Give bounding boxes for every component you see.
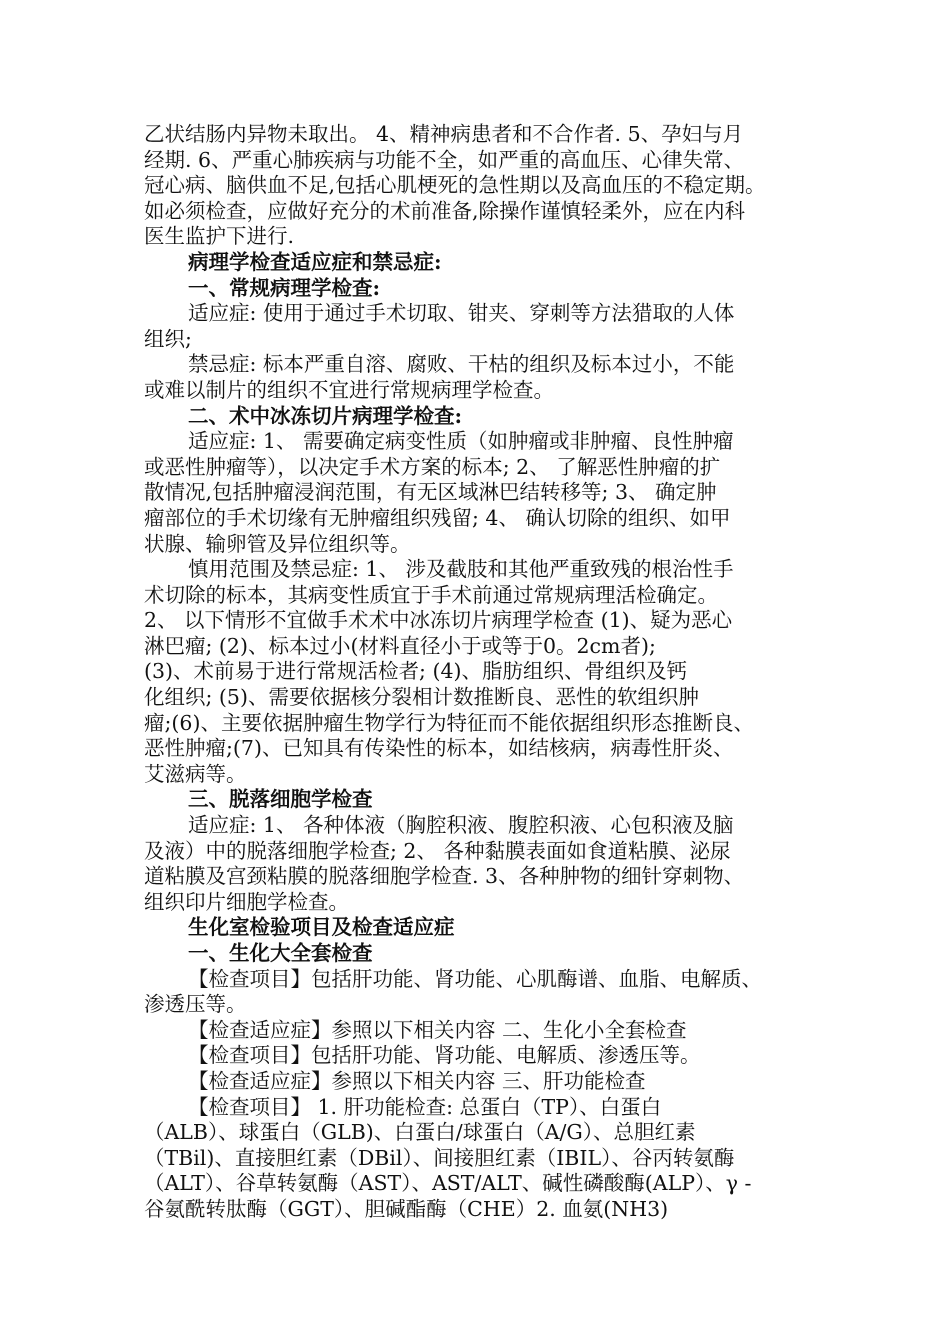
text-line: 禁忌症: 标本严重自溶、腐败、干枯的组织及标本过小，不能 (188, 352, 735, 377)
text-line: 经期. 6、严重心肺疾病与功能不全，如严重的高血压、心律失常、 (144, 147, 745, 172)
section-heading-line: 二、术中冰冻切片病理学检查: (188, 403, 463, 428)
text-line: 【检查项目】 1. 肝功能检查: 总蛋白（TP）、白蛋白 (188, 1094, 662, 1119)
text-line: （ALB）、球蛋白（GLB)、白蛋白/球蛋白（A/G）、总胆红素 (144, 1120, 696, 1145)
text-line: 瘤;(6)、主要依据肿瘤生物学行为特征而不能依据组织形态推断良、 (144, 710, 754, 735)
text-line: 艾滋病等。 (144, 761, 247, 786)
text-line: 组织印片细胞学检查。 (144, 889, 349, 914)
text-line: 及液）中的脱落细胞学检查; 2、 各种黏膜表面如食道粘膜、泌尿 (144, 838, 731, 863)
text-line: 或恶性肿瘤等），以决定手术方案的标本; 2、 了解恶性肿瘤的扩 (144, 454, 721, 479)
text-line: 淋巴瘤; (2)、标本过小(材料直径小于或等于0。2cm者); (144, 633, 656, 658)
section-heading-line: 一、常规病理学检查: (188, 275, 381, 300)
text-line: 组织; (144, 326, 192, 351)
text-line: 【检查项目】包括肝功能、肾功能、心肌酶谱、血脂、电解质、 (188, 966, 762, 991)
text-line: （ALT）、谷草转氨酶（AST）、AST/ALT、碱性磷酸酶(ALP）、γ - (144, 1171, 752, 1196)
text-line: 适应症: 1、 各种体液（胸腔积液、腹腔积液、心包积液及脑 (188, 813, 734, 838)
text-line: 冠心病、脑供血不足,包括心肌梗死的急性期以及高血压的不稳定期。 (144, 173, 766, 198)
text-line: 或难以制片的组织不宜进行常规病理学检查。 (144, 377, 554, 402)
section-heading-line: 生化室检验项目及检查适应症 (188, 915, 455, 940)
text-line: 乙状结肠内异物未取出。 4、精神病患者和不合作者. 5、孕妇与月 (144, 122, 744, 146)
text-line: 2、 以下情形不宜做手术术中冰冻切片病理学检查 (1)、疑为恶心 (144, 608, 733, 633)
text-line: 谷氨酰转肽酶（GGT）、胆碱酯酶（CHE）2. 血氨(NH3) (144, 1196, 669, 1221)
text-line: (3)、术前易于进行常规活检者; (4)、脂肪组织、骨组织及钙 (144, 659, 687, 684)
text-line: 适应症: 使用于通过手术切取、钳夹、穿刺等方法猎取的人体 (188, 301, 735, 326)
text-line: 【检查项目】包括肝功能、肾功能、电解质、渗透压等。 (188, 1043, 701, 1068)
text-line: 渗透压等。 (144, 992, 247, 1017)
text-line: 瘤部位的手术切缘有无肿瘤组织残留; 4、 确认切除的组织、如甲 (144, 505, 731, 530)
text-line: 【检查适应症】参照以下相关内容 二、生化小全套检查 (188, 1017, 687, 1042)
text-line: （TBil)、直接胆红素（DBil）、间接胆红素（IBIL）、谷丙转氨酶 (144, 1145, 735, 1170)
text-line: 散情况,包括肿瘤浸润范围，有无区域淋巴结转移等; 3、 确定肿 (144, 480, 717, 505)
text-line: 医生监护下进行. (144, 224, 295, 249)
section-heading-line: 三、脱落细胞学检查 (188, 787, 373, 812)
document-body (144, 122, 824, 1223)
text-line: 状腺、输卵管及异位组织等。 (144, 531, 411, 556)
text-line: 如必须检查，应做好充分的术前准备,除操作谨慎轻柔外，应在内科 (144, 198, 746, 223)
text-line: 术切除的标本，其病变性质宜于手术前通过常规病理活检确定。 (144, 582, 718, 607)
text-line: 恶性肿瘤;(7)、已知具有传染性的标本，如结核病，病毒性肝炎、 (144, 736, 734, 761)
text-line: 道粘膜及宫颈粘膜的脱落细胞学检查. 3、各种肿物的细针穿刺物、 (144, 864, 745, 889)
text-line: 适应症: 1、 需要确定病变性质（如肿瘤或非肿瘤、良性肿瘤 (188, 429, 734, 454)
section-heading-line: 病理学检查适应症和禁忌症: (188, 249, 442, 274)
text-line: 化组织; (5)、需要依据核分裂相计数推断良、恶性的软组织肿 (144, 685, 699, 710)
text-line: 慎用范围及禁忌症: 1、 涉及截肢和其他严重致残的根治性手 (188, 557, 734, 582)
text-line: 【检查适应症】参照以下相关内容 三、肝功能检查 (188, 1068, 646, 1093)
section-heading-line: 一、生化大全套检查 (188, 941, 373, 965)
